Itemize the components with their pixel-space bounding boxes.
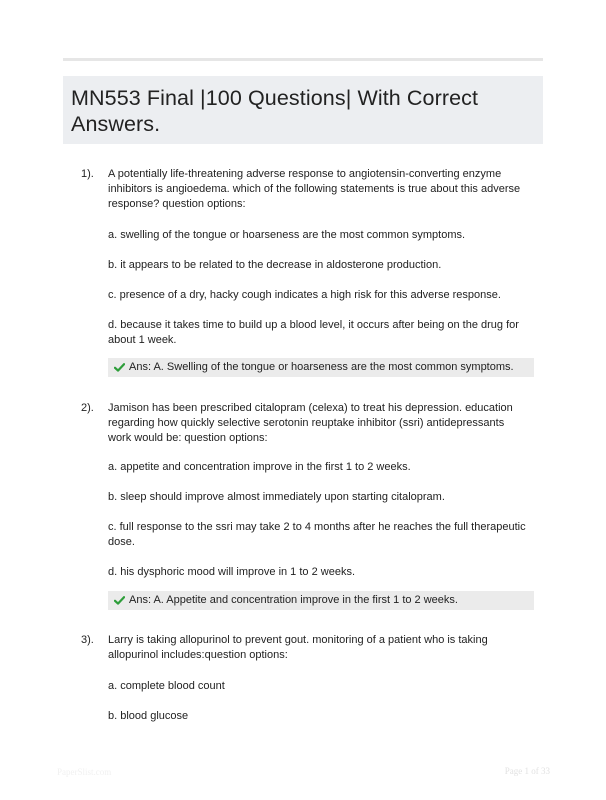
question-text: Jamison has been prescribed citalopram (celexa) to treat his depression. education regarding how quickly selective serotonin reuptake inhibitor (ssri) antidepressants work would be: question options: <box>108 402 513 444</box>
option-b: b. blood glucose <box>108 710 189 722</box>
answer-box <box>108 591 534 610</box>
footer-watermark: PaperSlist.com <box>57 767 112 777</box>
title-line-2: Answers. <box>71 112 161 136</box>
option-b: b. sleep should improve almost immediately upon starting citalopram. <box>108 491 445 503</box>
question-text: Larry is taking allopurinol to prevent gout. monitoring of a patient who is taking allopurinol includes:question options: <box>108 634 488 661</box>
question-number: 1). <box>81 168 94 180</box>
option-c: c. full response to the ssri may take 2 to 4 months after he reaches the full therapeutic dose. <box>108 521 526 548</box>
check-icon <box>114 596 125 605</box>
option-c: c. presence of a dry, hacky cough indicates a high risk for this adverse response. <box>108 289 501 301</box>
question-number: 3). <box>81 634 94 646</box>
option-d: d. his dysphoric mood will improve in 1 to 2 weeks. <box>108 566 355 578</box>
check-icon <box>114 363 125 372</box>
option-a: a. swelling of the tongue or hoarseness are the most common symptoms. <box>108 229 466 241</box>
option-d: d. because it takes time to build up a blood level, it occurs after being on the drug for about 1 week. <box>108 319 519 346</box>
question-number: 2). <box>81 402 94 414</box>
answer-text: Ans: A. Swelling of the tongue or hoarseness are the most common symptoms. <box>129 361 514 373</box>
answer-text: Ans: A. Appetite and concentration improve in the first 1 to 2 weeks. <box>129 594 458 606</box>
title-line-1: MN553 Final |100 Questions| With Correct <box>71 86 479 110</box>
top-divider <box>63 58 543 61</box>
answer-box <box>108 358 534 377</box>
title-banner <box>63 76 543 144</box>
page-indicator: Page 1 of 33 <box>504 766 550 776</box>
option-b: b. it appears to be related to the decrease in aldosterone production. <box>108 259 442 271</box>
question-text: A potentially life-threatening adverse response to angiotensin-converting enzyme inhibitors is angioedema. which of the following statements is true about this adverse response? question options: <box>108 168 521 210</box>
page-title <box>71 85 543 137</box>
option-a: a. complete blood count <box>108 680 225 692</box>
option-a: a. appetite and concentration improve in the first 1 to 2 weeks. <box>108 461 411 473</box>
